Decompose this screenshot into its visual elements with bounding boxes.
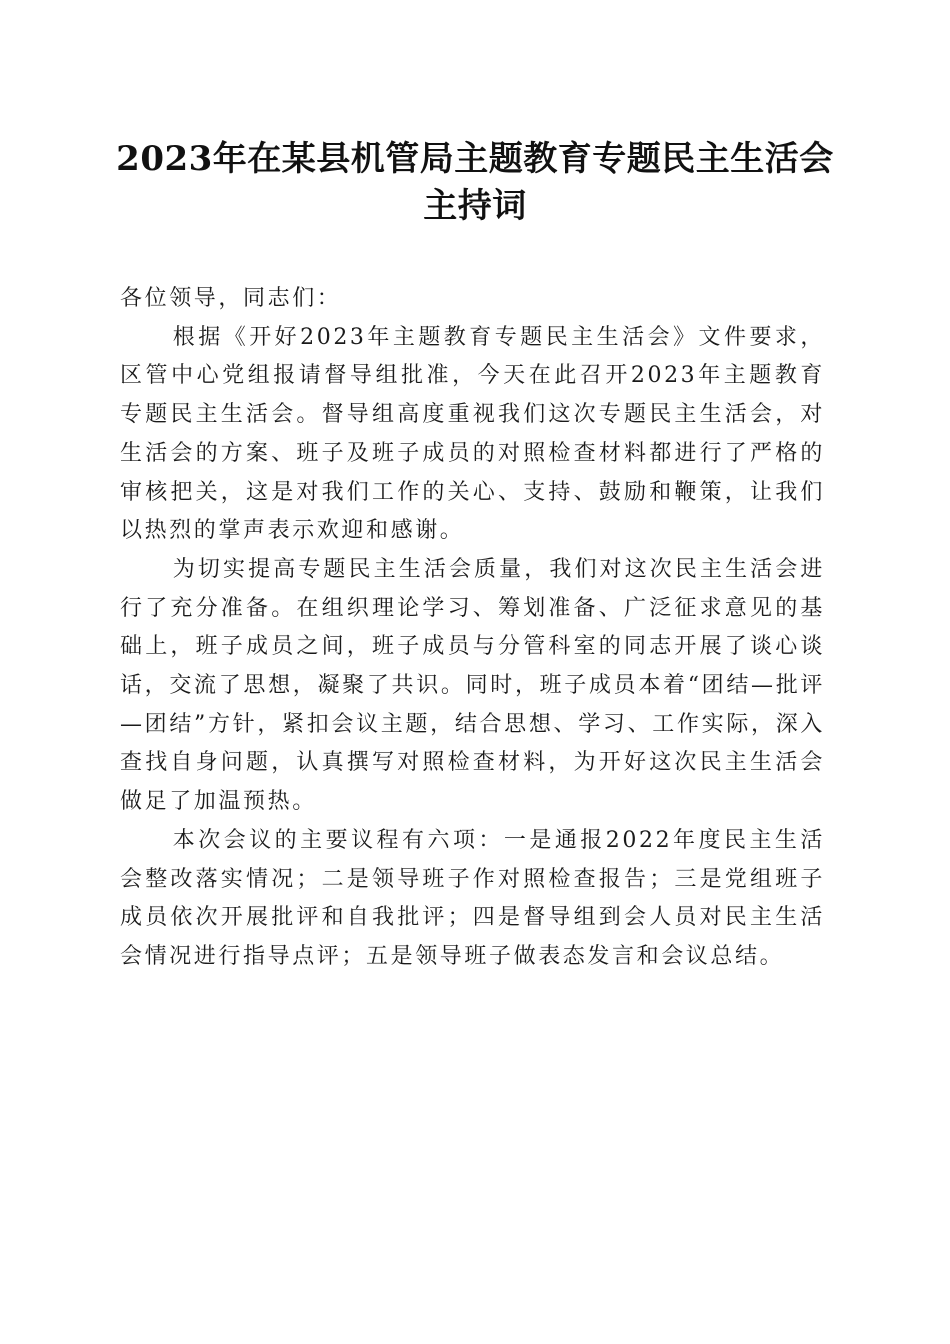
salutation: 各位领导，同志们： [120, 286, 342, 311]
paragraph-2: 为切实提高专题民主生活会质量，我们对这次民主生活会进行了充分准备。在组织理论学习、筹划准备、广泛征求意见的基础上，班子成员之间，班子成员与分管科室的同志开展了谈心谈话，交流了思想，凝聚了共识。同时，班子成员本着“团结—批评—团结”方针，紧扣会议主题，结合思想、学习、工作实际，深入查找自身问题，认真撰写对照检查材料，为开好这次民主生活会做足了加温预热。 [120, 556, 825, 815]
paragraph-3: 本次会议的主要议程有六项：一是通报2022年度民主生活会整改落实情况；二是领导班子作对照检查报告；三是党组班子成员依次开展批评和自我批评；四是督导组到会人员对民主生活会情况进行指导点评；五是领导班子做表态发言和会议总结。 [120, 827, 825, 969]
document-body [120, 280, 825, 977]
paragraph-1: 根据《开好2023年主题教育专题民主生活会》文件要求，区管中心党组报请督导组批准，今天在此召开2023年主题教育专题民主生活会。督导组高度重视我们这次专题民主生活会，对生活会的方案、班子及班子成员的对照检查材料都进行了严格的审核把关，这是对我们工作的关心、支持、鼓励和鞭策，让我们以热烈的掌声表示欢迎和感谢。 [120, 324, 825, 544]
document-title: 2023年在某县机管局主题教育专题民主生活会主持词 [116, 139, 834, 226]
